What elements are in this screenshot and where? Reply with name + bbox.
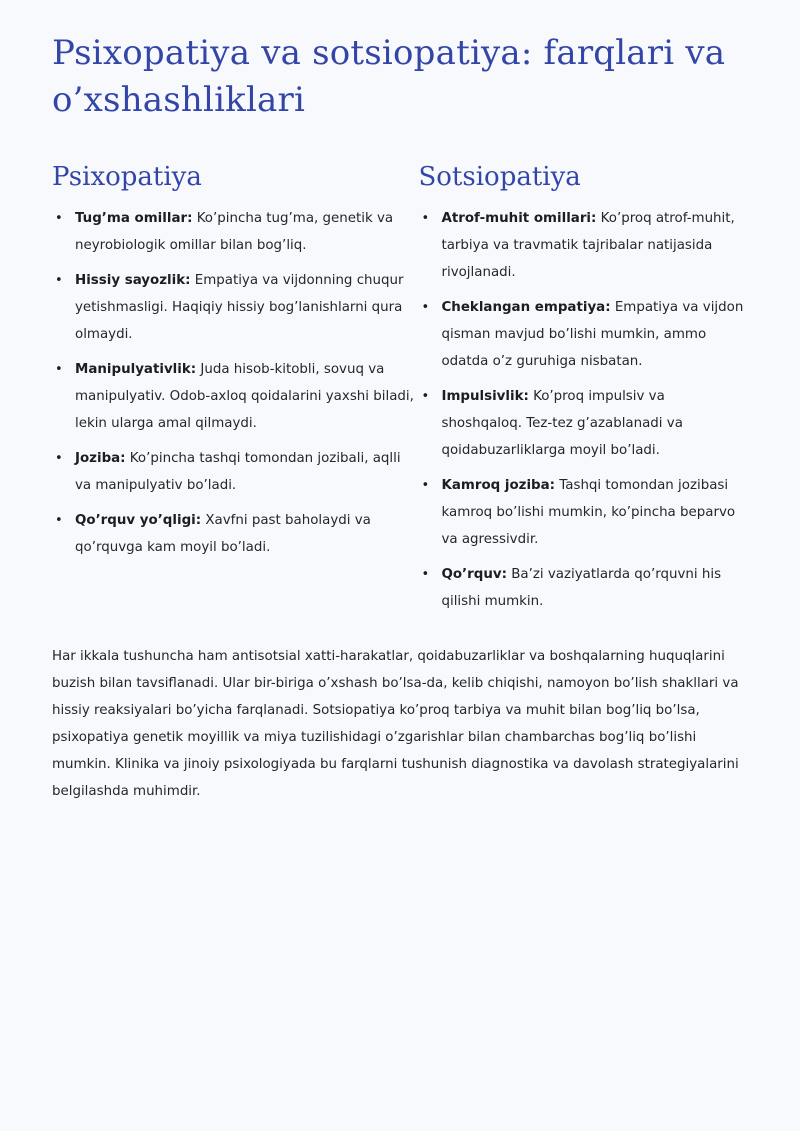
item-term: Manipulyativlik: bbox=[75, 362, 197, 377]
item-text: Ba’zi vaziyatlarda qo’rquvni his qilishi mumkin. bbox=[441, 567, 722, 609]
item-term: Tug’ma omillar: bbox=[75, 211, 193, 226]
list-item bbox=[418, 561, 748, 615]
psychopathy-column bbox=[52, 160, 418, 623]
item-term: Impulsivlik: bbox=[441, 389, 529, 404]
list-item bbox=[52, 267, 418, 348]
bullet-icon: • bbox=[421, 478, 430, 493]
list-item bbox=[418, 383, 748, 464]
list-item bbox=[52, 205, 418, 259]
sociopathy-column bbox=[418, 160, 748, 623]
bullet-icon: • bbox=[55, 211, 63, 226]
item-text: Ko’pincha tashqi tomondan jozibali, aqlli va manipulyativ bo’ladi. bbox=[75, 451, 401, 493]
bullet-icon: • bbox=[55, 273, 63, 288]
item-term: Hissiy sayozlik: bbox=[75, 273, 191, 288]
bullet-icon: • bbox=[55, 513, 63, 528]
comparison-columns bbox=[52, 160, 748, 623]
list-item bbox=[418, 205, 748, 286]
item-text: Juda hisob-kitobli, sovuq va manipulyativ. Odob-axloq qoidalarini yaxshi biladi, lekin ularga amal qilmaydi. bbox=[75, 362, 414, 431]
list-item bbox=[418, 294, 748, 375]
item-term: Cheklangan empatiya: bbox=[441, 300, 611, 315]
list-item bbox=[52, 507, 418, 561]
sociopathy-heading: Sotsiopatiya bbox=[418, 162, 581, 192]
item-term: Qo’rquv: bbox=[441, 567, 507, 582]
list-item bbox=[418, 472, 748, 553]
bullet-icon: • bbox=[421, 389, 430, 404]
item-term: Joziba: bbox=[75, 451, 126, 466]
psychopathy-list bbox=[52, 205, 418, 561]
list-item bbox=[52, 445, 418, 499]
item-term: Atrof-muhit omillari: bbox=[441, 211, 597, 226]
bullet-icon: • bbox=[55, 362, 63, 377]
list-item bbox=[52, 356, 418, 437]
item-text: Ko’proq atrof-muhit, tarbiya va travmatik tajribalar natijasida rivojlanadi. bbox=[441, 211, 735, 280]
bullet-icon: • bbox=[421, 567, 430, 582]
item-text: Ko’pincha tug’ma, genetik va neyrobiologik omillar bilan bog’liq. bbox=[75, 211, 394, 253]
bullet-icon: • bbox=[421, 211, 430, 226]
document-title: Psixopatiya va sotsiopatiya: farqlari va o’xshashliklari bbox=[52, 33, 726, 120]
item-term: Qo’rquv yo’qligi: bbox=[75, 513, 202, 528]
psychopathy-heading: Psixopatiya bbox=[52, 162, 202, 192]
summary-paragraph: Har ikkala tushuncha ham antisotsial xatti-harakatlar, qoidabuzarliklar va boshqalarning huquqlarini buzish bilan tavsiflanadi. Ular bir-biriga o’xshash bo’lsa-da, kelib chiqishi, namoyon bo’lish shakllari va hissiy reaksiyalari bo’yicha farqlanadi. Sotsiopatiya ko’proq tarbiya va muhit bilan bog’liq bo’lsa, psixopatiya genetik moyillik va miya tuzilishidagi o’zgarishlar bilan chambarchas bog’liq bo’lishi mumkin. Klinika va jinoiy psixologiyada bu farqlarni tushunish diagnostika va davolash strategiyalarini belgilashda muhimdir. bbox=[52, 649, 739, 799]
bullet-icon: • bbox=[421, 300, 430, 315]
sociopathy-list bbox=[418, 205, 748, 615]
bullet-icon: • bbox=[55, 451, 63, 466]
item-text: Tashqi tomondan jozibasi kamroq bo’lishi mumkin, ko’pincha beparvo va agressivdir. bbox=[441, 478, 736, 547]
item-text: Xavfni past baholaydi va qo’rquvga kam moyil bo’ladi. bbox=[75, 513, 371, 555]
item-term: Kamroq joziba: bbox=[441, 478, 556, 493]
item-text: Ko’proq impulsiv va shoshqaloq. Tez-tez g’azablanadi va qoidabuzarliklarga moyil bo’ladi. bbox=[441, 389, 683, 458]
item-text: Empatiya va vijdon qisman mavjud bo’lishi mumkin, ammo odatda o’z guruhiga nisbatan. bbox=[441, 300, 744, 369]
item-text: Empatiya va vijdonning chuqur yetishmasligi. Haqiqiy hissiy bog’lanishlarni qura olmaydi. bbox=[75, 273, 404, 342]
